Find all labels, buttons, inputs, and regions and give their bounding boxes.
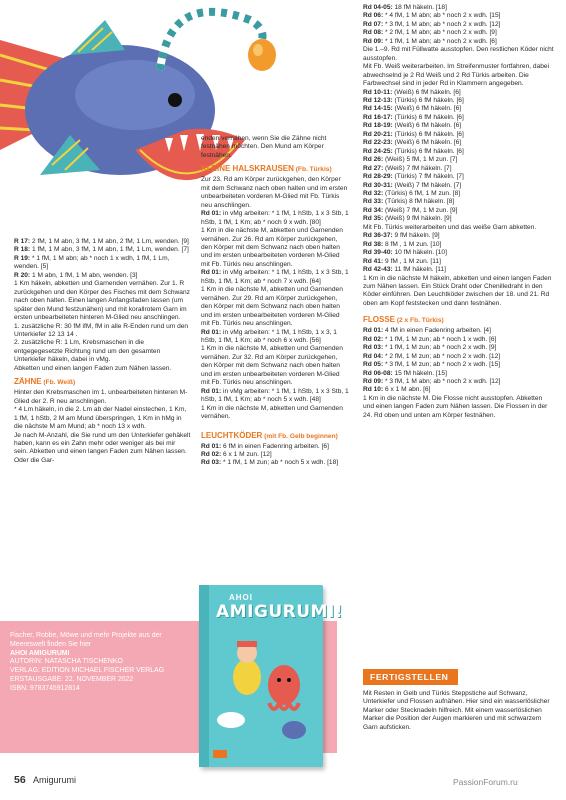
paragraph: 1. zusätzliche R: 30 fM ifM, fM in alle R-Enden rund um den Unterkiefer 12 13 14 . [14,322,189,338]
row-instruction: Rd 35: (Weiß) 9 fM häkeln. [9] [363,215,452,223]
paragraph: Je nach M-Anzahl, die Sie rund um den Unterkiefer gehäkelt haben, kann es ein Zahn mehr oder weniger als bei mir sein. Abketten und einen langen Faden zum Nähen lassen. Oder die Gar- [14,431,191,464]
row-instruction: Rd 05: * 3 fM, 1 M zun; ab * noch 2 x wdh. [15] [363,361,501,369]
book-cover-illustration [199,585,323,767]
row-instruction: Rd 10: 6 x 1 M abn. [6] [363,386,431,394]
row-instruction: Rd 16-17: (Türkis) 6 fM häkeln. [6] [363,113,464,121]
row-instruction: R 18: 1 fM, 1 M abn, 3 fM, 1 M abn, 1 fM, 1 Lm, wenden. [7] [14,246,189,254]
row-instruction: Rd 18-19: (Weiß) 6 fM häkeln. [6] [363,122,462,130]
row-instruction: Rd 06-08: 15 fM häkeln. [15] [363,369,447,377]
page-number: 56 [14,774,26,786]
row-instruction: Rd 42-43: 11 fM häkeln. [11] [363,266,446,274]
row-instruction: Rd 03: * 1 fM, 1 M zun; ab * noch 5 x wdh. [18] [201,459,339,467]
row-instruction: Rd 07: * 3 fM, 1 M abn; ab * noch 2 x wdh. [12] [363,20,501,28]
paragraph: 1 Km in die nächste M. Die Flosse nicht ausstopfen. Abketten und einen langen Faden zum Nähen lassen. Die Flossen in der 24. Rd oben und unten am Körper festnähen. [363,394,548,419]
paragraph: 1 Km häkeln, abketten und Garnenden vernähen. Zur 1. R zurückgehen und den Körper des Fisches mit dem Schwanz nach oben halten. Einen langen Anfangsfaden lassen (um später den Mund festzunähen) und mit korallrotem Garn im ersten unbearbeiteten hinteren M-Glied neu anschlingen. [14,280,190,322]
row-instruction: Rd 32: (Türkis) 6 fM, 1 M zun. [8] [363,189,461,197]
paragraph: Zur 23. Rd am Körper zurückgehen, den Körper mit dem Schwanz nach oben halten und im ersten unbearbeiteten vorderen M-Glied mit Fb. Türkis neu anschlingen. [201,176,348,209]
paragraph: * 4 Lm häkeln, in die 2. Lm ab der Nadel einstechen, 1 Km, 1 fM, 1 hStb, 2 M am Mund überspringen, 1 Km in hMg in die nächste M am Mund; ab * noch 13 x wdh. [14,406,187,431]
row-instruction: Rd 34: (Weiß) 7 fM, 1 M zun. [9] [363,206,458,214]
row-instruction: Rd 04: * 2 fM, 1 M zun; ab * noch 2 x wdh. [12] [363,352,501,360]
row-instruction: Rd 33: (Türkis) 8 fM häkeln. [8] [363,198,455,206]
paragraph: 2. zusätzliche R: 1 Lm, Krebsmaschen in die entgegegesetzte Richtung rund um den gesamten Unterkiefer häkeln, dabei in vMg. [14,339,161,364]
promo-text: Fischer, Robbe, Möwe und mehr Projekte aus der Meereswelt finden Sie hier AHOI AMIGURUMI AUTORIN: NATASCHA TISCHENKO VERLAG: EDITION MICHAEL FISCHER VERLAG ERSTAUSGABE: 22. NOVEMBER 2022 ISBN: 9783745912814 [10,632,165,692]
row-instruction: Rd 01: 6 fM in einen Fadenring arbeiten. [6] [201,442,329,450]
paragraph: Mit Fb. Weiß weiterarbeiten. Im Streifenmuster fortfahren, dabei abwechselnd je 2 Rd Weiß und 2 Rd Türkis arbeiten. Die Farbwechsel sind in jeder Rd in Klammern angegeben. [363,63,550,88]
section-heading-kleine-halskrausen: KLEINE HALSKRAUSEN (Fb. Türkis) [201,164,332,174]
row-instruction: Rd 02: * 1 fM, 1 M zun; ab * noch 1 x wdh. [6] [363,335,497,343]
paragraph: 1 Km in die nächste M häkeln, abketten und einen langen Faden zum Nähen lassen. Ein Stück Draht oder Chenilledraht in den Köder einführen. Den Leuchtköder zwischen der 18. und 21. Rd oben am Kopf feststecken und dann festnähen. [363,274,552,307]
row-instruction: Rd 20-21: (Türkis) 6 fM häkeln. [6] [363,130,464,138]
column-left [14,238,191,465]
row-instruction: Rd 01: in vMg arbeiten: * 1 fM, 1 hStb, 1 x 3 Stb, 1 hStb, 1 fM, 1 Km; ab * noch 9 x wdh. [80] [201,210,349,226]
paragraph: 1 Km in die nächste M, abketten und Garnenden vernähen. Zur 26. Rd am Körper zurückgehen, den Körper mit dem Schwanz nach oben halten und im ersten unbearbeiteten vorderen M-Glied mit Fb. Türkis neu anschlingen. [201,227,343,268]
section-heading-flosse: FLOSSE (2 x Fb. Türkis) [363,315,444,325]
row-instruction: Rd 09: * 1 fM, 1 M abn; ab * noch 2 x wdh. [6] [363,37,497,45]
row-instruction: R 20: 1 M abn, 1 fM, 1 M abn, wenden. [3] [14,271,138,279]
row-instruction: Rd 09: * 3 fM, 1 M abn; ab * noch 2 x wdh. [12] [363,378,501,386]
row-instruction: Rd 27: (Weiß) 7 fM häkeln. [7] [363,164,452,172]
row-instruction: Rd 22-23: (Weiß) 6 fM häkeln. [6] [363,139,462,147]
row-instruction: Rd 01: in vMg arbeiten: * 1 fM, 1 hStb, 1 x 3 Stb, 1 hStb, 1 fM, 1 Km; ab * noch 5 x wdh. [48] [201,387,349,404]
row-instruction: Rd 02: 6 x 1 M zun. [12] [201,450,272,458]
paragraph: enden vernähen, wenn Sie die Zähne nicht festnähen möchten. Den Mund am Körper festnähen. [201,135,327,159]
row-instruction: Rd 30-31: (Weiß) 7 fM häkeln. [7] [363,181,462,189]
section-heading-zaehne: ZÄHNE (Fb. Weiß) [14,377,76,387]
row-instruction: Rd 14-15: (Weiß) 6 fM häkeln. [6] [363,105,462,113]
row-instruction: Rd 26: (Weiß) 5 fM, 1 M zun. [7] [363,156,458,164]
row-instruction: Rd 03: * 1 fM, 1 M zun; ab * noch 2 x wdh. [9] [363,344,497,352]
row-instruction: Rd 10-11: (Weiß) 6 fM häkeln. [6] [363,88,461,96]
paragraph: 1 Km in die nächste M, abketten und Garnenden vernähen. Zur 32. Rd am Körper zurückgehen, den Körper mit dem Schwanz nach oben halten und im ersten unbearbeiteten vorderen M-Glied mit Fb. Türkis neu anschlingen. [201,345,343,387]
row-instruction: Rd 24-25: (Türkis) 6 fM häkeln. [6] [363,147,464,155]
row-instruction: Rd 08: * 2 fM, 1 M abn; ab * noch 2 x wdh. [9] [363,29,497,37]
paragraph: 1 Km in die nächste M, abketten und Garnenden vernähen. [201,404,343,421]
paragraph: Mit Fb. Türkis weiterarbeiten und das weiße Garn abketten. [363,223,537,231]
row-instruction: Rd 39-40: 10 fM häkeln. [10] [363,249,447,257]
magazine-name: Amigurumi [33,775,77,785]
book-cover: AHOI AMIGURUMI! [199,585,323,767]
row-instruction: Rd 28-29: (Türkis) 7 fM häkeln. [7] [363,173,464,181]
row-instruction: Rd 36-37: 9 fM häkeln. [9] [363,232,440,240]
watermark: PassionForum.ru [453,777,518,787]
row-instruction: R 19: * 1 fM, 1 M abn; ab * noch 1 x wdh, 1 fM, 1 Lm, wenden. [5] [14,254,170,271]
column-right [363,4,555,420]
paragraph: Abketten und einen langen Faden zum Nähen lassen. [14,364,172,372]
row-instruction: Rd 04-05: 18 fM häkeln. [18] [363,4,447,11]
paragraph: Die 1.–9. Rd mit Füllwatte ausstopfen. Den restlichen Köder nicht ausstopfen. [363,46,554,62]
row-instruction: Rd 06: * 4 fM, 1 M abn; ab * noch 2 x wdh. [15] [363,12,501,20]
paragraph-fertigstellen: Mit Resten in Gelb und Türkis Steppstiche auf Schwanz, Unterkiefer und Flossen aufnähen. Hier sind ein wasserlöslicher Marker oder Stecknadeln hilfreich. Mit einem wasserlöslichen Marker die Position der Augen markieren und mit schwarzem Garn aufsticken. [363,690,550,731]
row-instruction: Rd 01: in vMg arbeiten: * 1 fM, 1 hStb, 1 x 3 Stb, 1 hStb, 1 fM, 1 Km; ab * noch 7 x wdh. [64] [201,269,349,285]
row-instruction: Rd 01: 4 fM in einen Fadenring arbeiten. [4] [363,327,491,335]
row-instruction: Rd 12-13: (Türkis) 6 fM häkeln. [6] [363,96,464,104]
paragraph: Hinter den Krebsmaschen im 1. unbearbeiteten hinteren M-Glied der 2. R neu anschlingen. [14,389,188,405]
row-instruction: Rd 38: 8 fM , 1 M zun. [10] [363,240,442,248]
row-instruction: Rd 41: 9 fM , 1 M zun. [11] [363,257,441,265]
section-heading-leuchtkoeder: LEUCHTKÖDER (mit Fb. Gelb beginnen) [201,430,338,440]
column-middle [201,135,350,468]
paragraph: 1 Km in die nächste M, abketten und Garnenden vernähen. Zur 29. Rd am Körper zurückgehen, den Körper mit dem Schwanz nach oben halten und im ersten unbearbeiteten vorderen M-Glied mit Fb. Türkis neu anschlingen. [201,286,343,328]
section-heading-fertigstellen: FERTIGSTELLEN [363,669,458,685]
row-instruction: Rd 01: in vMg arbeiten: * 1 fM, 1 hStb, 1 x 3, 1 hStb, 1 fM, 1 Km; ab * noch 6 x wdh. [56] [201,328,337,344]
row-instruction: R 17: 2 fM, 1 M abn, 3 fM, 1 M abn, 2 fM, 1 Lm, wenden. [9] [14,238,189,245]
